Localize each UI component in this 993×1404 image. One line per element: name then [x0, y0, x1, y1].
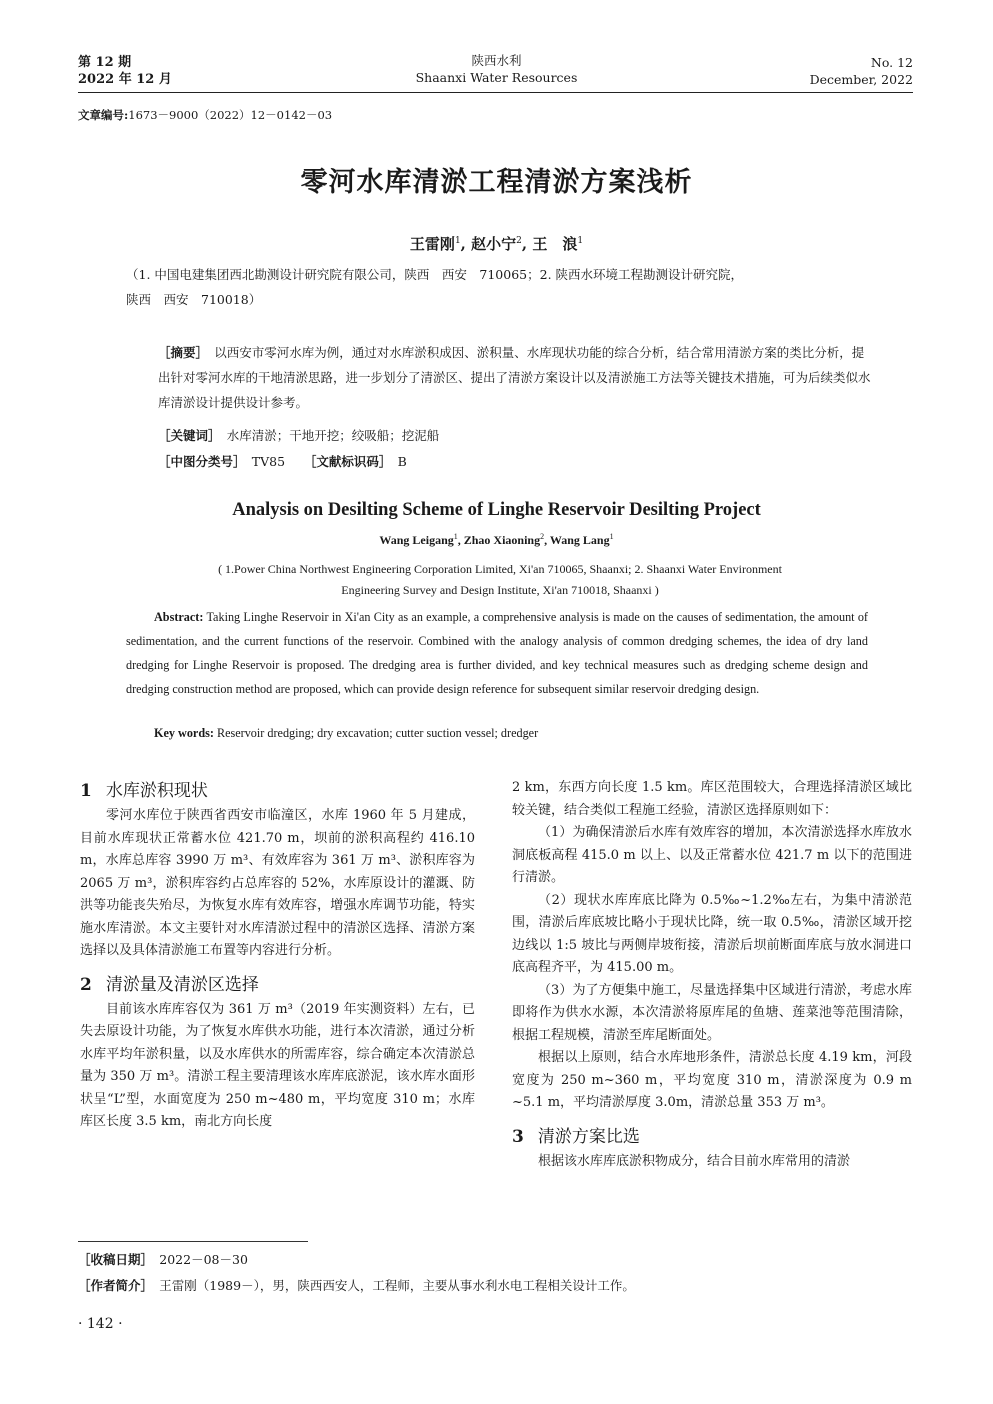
affiliations-cn — [126, 262, 886, 312]
issue-date-cn: 2022 年 12 月 — [78, 72, 172, 87]
affiliation-line-en: ( 1.Power China Northwest Engineering Corporation Limited, Xi'an 710065, Shaanxi; 2. Shaanxi Water Environment — [218, 562, 782, 576]
keywords-cn — [158, 423, 873, 448]
classification — [158, 449, 873, 474]
section-title: 清淤方案比选 — [537, 1126, 640, 1147]
section-heading — [80, 777, 475, 805]
journal-name-cn: 陕西水利 — [471, 53, 522, 68]
affiliation-line: 陕西 西安 710018） — [126, 292, 262, 307]
affiliation-line: （1. 中国电建集团西北勘测设计研究院有限公司，陕西 西安 710065；2. 陕西水环境工程勘测设计研究院， — [126, 267, 744, 282]
received-label: ［收稿日期］ — [78, 1252, 147, 1267]
author-bio: 王雷刚（1989－），男，陕西西安人，工程师，主要从事水利水电工程相关设计工作。 — [159, 1278, 635, 1293]
abstract-cn-label: ［摘要］ — [158, 345, 202, 360]
section-heading — [512, 1123, 912, 1151]
author-affil-mark: 1 — [453, 532, 458, 541]
author-name: 王雷刚 — [409, 235, 455, 253]
paragraph: 根据该水库库底淤积物成分，结合目前水库常用的清淤 — [538, 1153, 851, 1169]
footnote-author — [78, 1276, 635, 1294]
paragraph: 根据以上原则，结合水库地形条件，清淤总长度 4.19 km，河段宽度为 250 m~360 m，平均宽度 310 m，清淤深度为 0.9 m ~5.1 m，平均清淤厚度 3.0m，清淤总量 353 万 m³。 — [512, 1050, 912, 1110]
section-title: 水库淤积现状 — [105, 781, 208, 801]
received-date: 2022－08－30 — [159, 1252, 248, 1267]
title-en: Analysis on Desilting Scheme of Linghe Reservoir Desilting Project — [232, 500, 761, 520]
author-name: 赵小宁 — [471, 235, 517, 253]
paragraph: 2 km，东西方向长度 1.5 km。库区范围较大，合理选择清淤区域比较关键，结合类似工程施工经验，清淤区选择原则如下： — [512, 780, 912, 818]
section-number: 1 — [80, 781, 92, 801]
issue-number-en: No. 12 — [870, 55, 913, 70]
clc-label: ［中图分类号］ — [158, 454, 240, 469]
paragraph: 零河水库位于陕西省西安市临潼区，水库 1960 年 5 月建成，目前水库现状正常蓄水位 421.70 m，坝前的淤积高程约 416.10 m，水库总库容 3990 万 m³、有效库容为 361 万 m³、淤积库容为 2065 万 m³，淤积库容约占总库容的 52%，水库原设计的灌溉、防洪等功能丧失殆尽，为恢复水库有效库容，增强水库调节功能，特实施水库清淤。本文主要针对水库清淤过程中的清淤区选择、清淤方案选择以及具体清淤施工布置等内容进行分析。 — [80, 808, 475, 958]
section-number: 2 — [80, 974, 92, 995]
author-name-en: Wang Leigang — [379, 533, 454, 547]
doc-code-value: B — [397, 454, 407, 469]
keywords-en — [154, 726, 538, 741]
affiliation-line-en: Engineering Survey and Design Institute, Xi'an 710018, Shaanxi ) — [341, 583, 659, 597]
page-number: · 142 · — [78, 1316, 123, 1332]
abstract-cn-text: 以西安市零河水库为例，通过对水库淤积成因、淤积量、水库现状功能的综合分析，结合常用清淤方案的类比分析，提出针对零河水库的干地清淤思路，进一步划分了清淤区、提出了清淤方案设计以及清淤施工方法等关键技术措施，可为后续类似水库清淤设计提供设计参考。 — [158, 345, 871, 410]
header-divider — [78, 92, 913, 93]
authors-en: Wang Leigang$^1$, Zhao Xiaoning$^2$, Wang Lang$^1$ — [379, 532, 614, 547]
author-affil-mark: 1 — [577, 236, 584, 246]
author-affil-mark: 2 — [540, 532, 545, 541]
list-item: （1）为确保清淤后水库有效库容的增加，本次清淤选择水库放水洞底板高程 415.0 m 以上、以及正常蓄水位 421.7 m 以下的范围进行清淤。 — [512, 825, 912, 885]
journal-name-en: Shaanxi Water Resources — [415, 70, 578, 85]
author-name-en: Zhao Xiaoning — [463, 533, 541, 547]
keywords-cn-text: 水库清淤；干地开挖；绞吸船；挖泥船 — [226, 428, 440, 443]
issue-date-en: December, 2022 — [809, 72, 913, 87]
author-affil-mark: 1 — [609, 532, 614, 541]
header-issue-en — [810, 54, 913, 88]
authors-cn: 王雷刚$^1$, 赵小宁$^2$, 王 浪$^1$ — [409, 235, 584, 253]
paragraph: 目前该水库库容仅为 361 万 m³（2019 年实测资料）左右，已失去原设计功能，为了恢复水库供水功能，进行本次清淤，通过分析水库平均年淤积量，以及水库供水的所需库容，综合确定本次清淤总量为 350 万 m³。清淤工程主要清理该水库库底淤泥，该水库水面形状呈“L”型，水面宽度为 250 m~480 m，平均宽度 310 m；水库库区长度 3.5 km，南北方向长度 — [80, 1001, 475, 1129]
clc-value: TV85 — [251, 454, 286, 469]
footnote-divider — [78, 1241, 308, 1242]
title-cn: 零河水库清淤工程清淤方案浅析 — [300, 167, 693, 198]
author-affil-mark: 2 — [516, 236, 522, 246]
section-heading — [80, 971, 475, 999]
keywords-cn-label: ［关键词］ — [158, 428, 215, 443]
section-title: 清淤量及清淤区选择 — [105, 974, 259, 995]
abstract-en — [126, 605, 868, 701]
article-number-value: 1673－9000（2022）12－0142－03 — [128, 108, 333, 122]
article-number — [78, 107, 332, 123]
author-affil-mark: 1 — [454, 236, 461, 246]
abstract-en-text: Taking Linghe Reservoir in Xi'an City as an example, a comprehensive analysis is made on the causes of sedimentation, the amount of sedimentation, and the current functions of the reservoir. Combined with the analogy analysis of common dredging schemes, the idea of dry land dredging for Linghe Reservoir is proposed. The dredging area is further divided, and key technical measures such as dredging scheme design and dredging construction method are proposed, which can provide design reference for subsequent similar reservoir dredging design. — [126, 610, 868, 696]
body-left-column — [80, 777, 475, 1134]
abstract-en-label: Abstract: — [154, 610, 204, 624]
abstract-cn — [158, 340, 873, 415]
body-right-column — [512, 777, 912, 1173]
doc-code-label: ［文献标识码］ — [310, 454, 386, 469]
article-number-label: 文章编号: — [78, 108, 129, 122]
issue-number-cn: 第 12 期 — [78, 55, 132, 70]
keywords-en-label: Key words: — [154, 726, 214, 740]
footnote-received — [78, 1250, 248, 1268]
keywords-en-text: Reservoir dredging; dry excavation; cutter suction vessel; dredger — [216, 726, 539, 740]
list-item: （2）现状水库库底比降为 0.5‰~1.2‰左右，为集中清淤范围，清淤后库底坡比略小于现状比降，统一取 0.5‰，清淤区域开挖边线以 1:5 坡比与两侧岸坡衔接，清淤后坝前断面库底与放水洞进口底高程齐平，为 415.00 m。 — [512, 892, 912, 975]
author-name: 王 浪 — [532, 235, 578, 253]
author-bio-label: ［作者简介］ — [78, 1278, 147, 1293]
list-item: （3）为了方便集中施工，尽量选择集中区域进行清淤，考虑水库即将作为供水水源，本次清淤将原库尾的鱼塘、莲菜池等范围清除，根据工程规模，清淤至库尾断面处。 — [512, 982, 912, 1043]
affiliations-en — [150, 559, 850, 601]
author-name-en: Wang Lang — [549, 533, 610, 547]
section-number: 3 — [512, 1126, 524, 1147]
